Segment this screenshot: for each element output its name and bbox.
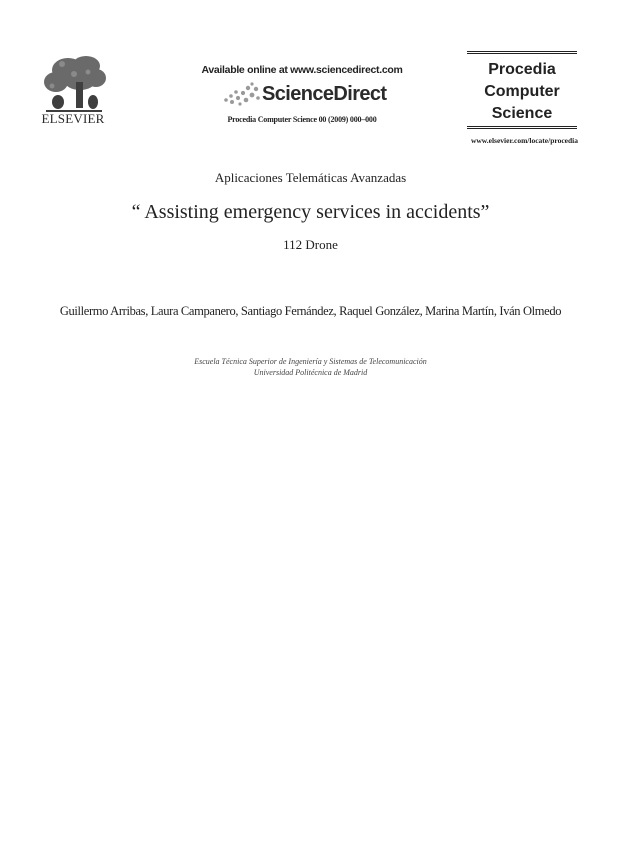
journal-citation: Procedia Computer Science 00 (2009) 000–000 bbox=[227, 115, 377, 124]
sciencedirect-wordmark: ScienceDirect bbox=[262, 83, 387, 105]
sciencedirect-dots-icon bbox=[222, 80, 262, 106]
author-list: Guillermo Arribas, Laura Campanero, Santiago Fernández, Raquel González, Marina Martín, Iván Olmedo bbox=[59, 304, 562, 318]
paper-title: “ Assisting emergency services in accidents” bbox=[131, 201, 490, 223]
available-online-text: Available online at www.sciencedirect.com bbox=[201, 64, 403, 76]
journal-title bbox=[467, 59, 577, 125]
journal-title-box bbox=[467, 51, 577, 129]
journal-title-line: Computer bbox=[484, 83, 560, 100]
affiliation-university: Universidad Politécnica de Madrid bbox=[253, 368, 368, 377]
journal-title-line: Procedia bbox=[488, 61, 556, 78]
journal-url-link[interactable]: www.elsevier.com/locate/procedia bbox=[470, 136, 578, 145]
elsevier-logo-wordmark: ELSEVIER bbox=[41, 111, 105, 126]
affiliation-school: Escuela Técnica Superior de Ingeniería y Sistemas de Telecomunicación bbox=[194, 357, 427, 366]
paper-subtitle: 112 Drone bbox=[283, 237, 338, 252]
journal-title-line: Science bbox=[491, 105, 553, 122]
course-name: Aplicaciones Telemáticas Avanzadas bbox=[214, 170, 407, 185]
